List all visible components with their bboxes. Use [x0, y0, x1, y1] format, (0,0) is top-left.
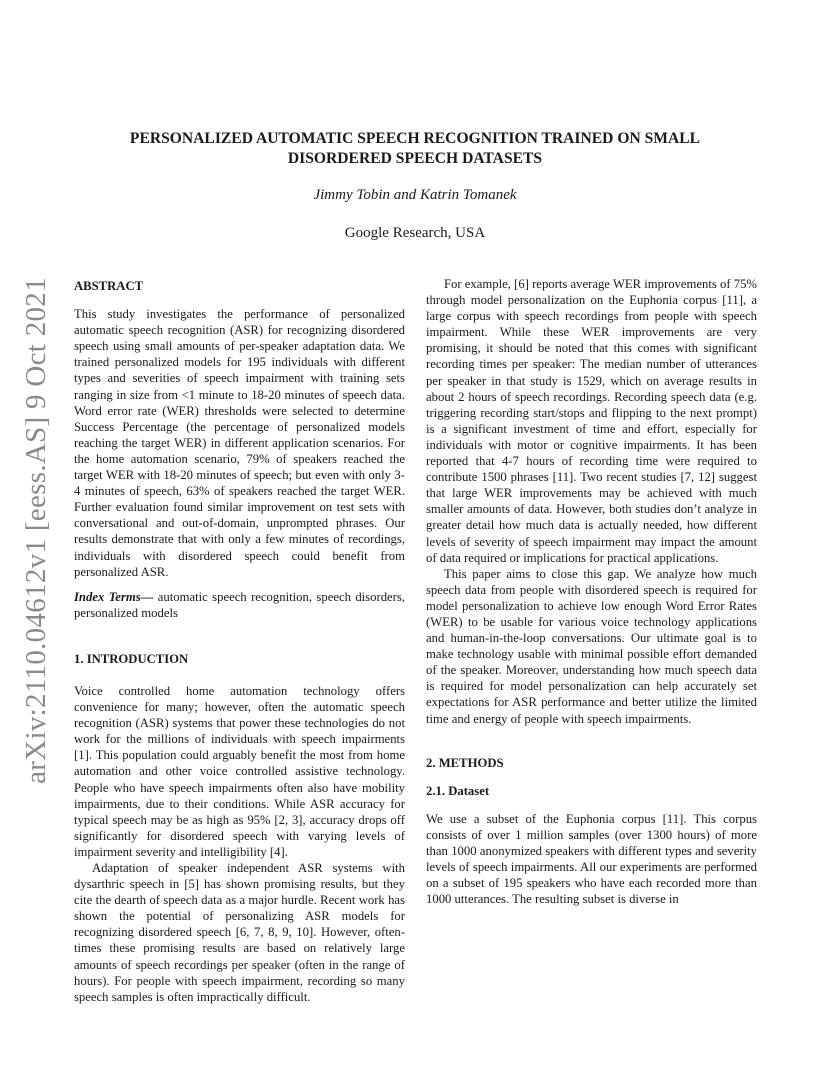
abstract-text: This study investigates the performance of personalized automatic speech recognition (ASR) for recognizing disordered speech using small amounts of per-speaker adaptation data. We trained personalized models for 195 individuals with different types and severities of speech impairment with training sets ranging in size from <1 minute to 18-20 minutes of speech data. Word error rate (WER) thresholds were selected to determine Success Percentage (the percentage of personalized models reaching the target WER) in different application scenarios. For the home automation scenario, 79% of speakers reached the target WER with 18-20 minutes of speech; but even with only 3-4 minutes of speech, 63% of speakers reached the target WER. Further evaluation found similar improvement on test sets with conversational and out-of-domain, unprompted phrases. Our results demonstrate that with only a few minutes of recordings, individuals with disordered speech could benefit from personalized ASR.: [74, 307, 405, 579]
intro-heading: 1. INTRODUCTION: [74, 651, 189, 666]
arxiv-stamp-text: arXiv:2110.04612v1 [eess.AS] 9 Oct 2021: [19, 276, 52, 784]
title-line-2: DISORDERED SPEECH DATASETS: [287, 150, 543, 167]
paper-affiliation: Google Research, USA: [344, 225, 486, 241]
paper-authors: Jimmy Tobin and Katrin Tomanek: [313, 187, 517, 203]
intro-paragraph-3: For example, [6] reports average WER improvements of 75% through model personalization on the Euphonia corpus [11], a large corpus with speech recordings from people with speech impairment. While these WER improvements are very promising, it should be noted that this comes with significant recording times per speaker: The median number of utterances per speaker in that study is 1529, which on average results in about 2 hours of speech recordings. Recording speech data (e.g. triggering recording start/stops and flipping to the next prompt) is a significant investment of time and effort, especially for individuals with motor or cognitive impairments. It has been reported that 4-7 hours of recording time were required to contribute 1500 phrases [11]. Two recent studies [7, 12] suggest that large WER improvements may be achieved with much smaller amounts of data. However, both studies don’t analyze in greater detail how much data is actually needed, how different levels of severity of speech impairment may impact the amount of data required or implications for practical applications.: [426, 277, 757, 565]
index-terms-label: Index Terms—: [74, 589, 154, 604]
intro-paragraph-1: Voice controlled home automation technology offers convenience for many; however, often the automatic speech recognition (ASR) systems that power these technologies do not work for the millions of individuals with speech impairments [1]. This population could arguably benefit the most from home automation and other voice controlled assistive technology. People who have speech impairments often also have mobility impairments, due to their conditions. While ASR accuracy for typical speech may be as high as 95% [2, 3], accuracy drops off significantly for disordered speech with varying levels of impairment severity and intelligibility [4].: [74, 683, 405, 859]
index-terms-text: automatic speech recognition, speech disorders, personalized models: [74, 589, 406, 620]
dataset-heading: 2.1. Dataset: [426, 783, 490, 798]
dataset-paragraph-1: We use a subset of the Euphonia corpus [11]. This corpus consists of over 1 million samples (over 1300 hours) of more than 1000 anonymized speakers with different types and severity levels of speech impairments. All our experiments are performed on a subset of 195 speakers who have each recorded more than 1000 utterances. The resulting subset is diverse in: [426, 811, 757, 907]
intro-paragraph-4: This paper aims to close this gap. We analyze how much speech data from people with disordered speech is required for model personalization to achieve low enough Word Error Rates (WER) to be usable for various voice technology applications and human-in-the-loop conversations. Our ultimate goal is to make technology usable with minimal possible effort demanded of the speaker. Moreover, understanding how much speech data is required for model personalization can help accurately set expectations for ASR performance and better utilize the limited time and energy of people with speech impairments.: [426, 566, 757, 726]
left-column: [74, 278, 405, 1005]
title-line-1: PERSONALIZED AUTOMATIC SPEECH RECOGNITION TRAINED ON SMALL: [129, 130, 701, 147]
abstract-heading: ABSTRACT: [74, 279, 144, 293]
right-column: [426, 276, 757, 907]
paper-title: [74, 129, 756, 169]
intro-paragraph-2: Adaptation of speaker independent ASR systems with dysarthric speech in [5] has shown promising results, but they cite the dearth of speech data as a major hurdle. Recent work has shown the potential of personalizing ASR models for recognizing disordered speech [6, 7, 8, 9, 10]. However, often-times these promising results are based on relatively large amounts of speech recordings per speaker (often in the range of hours). For people with speech impairment, recording so many speech samples is often impractically difficult.: [74, 861, 405, 1004]
methods-heading: 2. METHODS: [426, 755, 504, 770]
index-terms: [74, 589, 405, 621]
arxiv-stamp: [18, 276, 54, 784]
